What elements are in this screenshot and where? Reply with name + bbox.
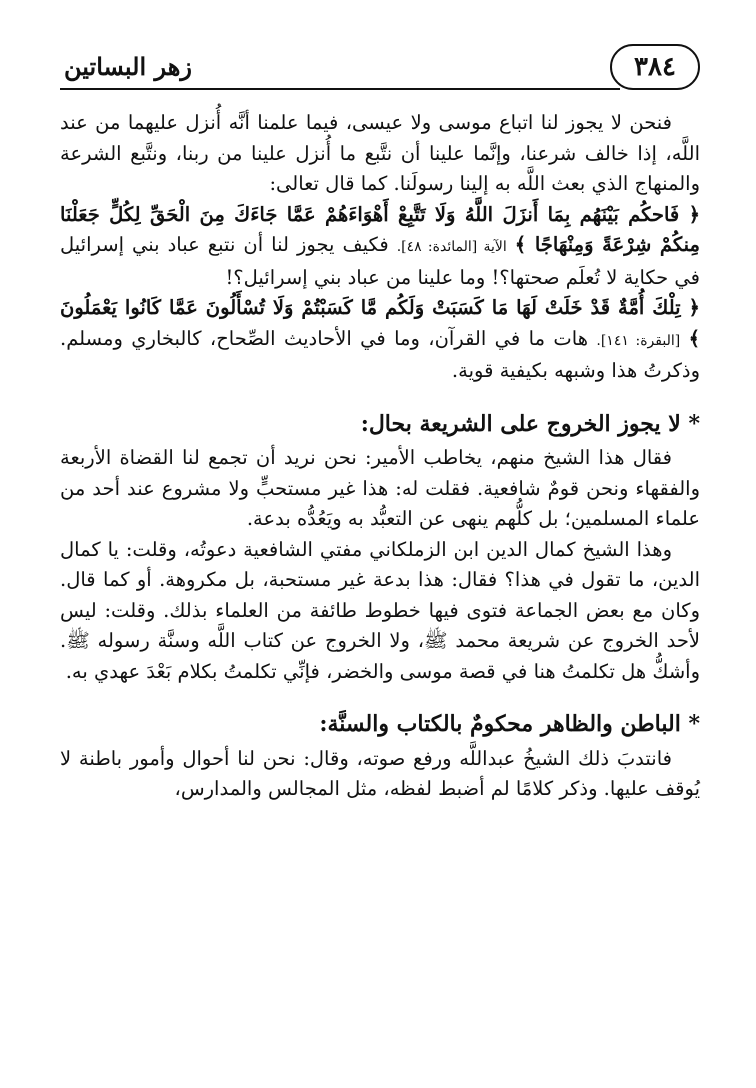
paragraph: وهذا الشيخ كمال الدين ابن الزملكاني مفتي الشافعية دعوتُه، وقلت: يا كمال الدين، ما تقول في هذا؟ فقال: هذا بدعة غير مستحبة، بل مكروهة. أو كما قال. وكان مع بعض الجماعة فتوى فيها خطوط طائفة من العلماء بذلك. وقلت: ليس لأحد الخروج عن شريعة محمد ﷺ، ولا الخروج عن كتاب اللَّه وسنَّة رسوله ﷺ. وأشكُّ هل تكلمتُ هنا في قصة موسى والخضر، فإنِّي تكلمتُ بكلام بَعْدَ عهدي به. xyxy=(60,537,700,683)
quran-block xyxy=(60,293,700,387)
section-heading: * الباطن والظاهر محكومٌ بالكتاب والسنَّة: xyxy=(319,711,700,737)
quran-verse: ﴿ تِلْكَ أُمَّةٌ قَدْ خَلَتْ لَهَا مَا كَسَبَتْ وَلَكُم مَّا كَسَبْتُمْ وَلَا تُسْأَلُونَ عَمَّا كَانُوا يَعْمَلُونَ ﴾ xyxy=(60,296,701,350)
paragraph: فقال هذا الشيخ منهم، يخاطب الأمير: نحن نريد أن تجمع لنا القضاة الأربعة والفقهاء ونحن قومٌ شافعية. فقلت له: هذا غير مستحبٍّ ولا مشروع عند أحد من علماء المسلمين؛ بل كلُّهم ينهى عن التعبُّد به ويَعُدُّه بدعة. xyxy=(60,446,700,530)
header-rule xyxy=(60,88,620,90)
verse-reference: [البقرة: ١٤١]. xyxy=(596,332,681,349)
page-header xyxy=(60,44,700,94)
section-heading: * لا يجوز الخروج على الشريعة بحال: xyxy=(360,410,700,437)
verse-reference: الآية [المائدة: ٤٨]. xyxy=(396,239,507,255)
spacer xyxy=(60,387,700,395)
paragraph-text: فكيف يجوز لنا أن نتبع عباد بني إسرائيل في حكاية لا تُعلَم صحتها؟! وما علينا من عباد بني إسرائيل؟! xyxy=(60,233,700,289)
page-number: ٣٨٤ xyxy=(610,44,700,90)
paragraph: فنحن لا يجوز لنا اتباع موسى ولا عيسى، فيما علمنا أنَّه أُنزل عليهما من عند اللَّه، إذا خالف شرعنا، وإنَّما علينا أن نتَّبع ما أُنزل علينا من ربنا، ونتَّبع الشرعة والمنهاج الذي بعث اللَّه به إلينا رسولَنا. كما قال تعالى: xyxy=(60,111,700,195)
page-body xyxy=(60,108,700,805)
paragraph: فانتدبَ ذلك الشيخُ عبداللَّه ورفع صوته، وقال: نحن لنا أحوال وأمور باطنة لا يُوقف عليها. وذكر كلامًا لم أضبط لفظه، مثل المجالس والمدارس، xyxy=(60,746,700,800)
paragraph-text: هات ما في القرآن، وما في الأحاديث الصِّحاح، كالبخاري ومسلم. وذكرتُ هذا وشبهه بكيفية قوية. xyxy=(60,326,700,382)
quran-verse: ﴿ فَاحكُم بَيْنَهُم بِمَا أَنزَلَ اللَّهُ وَلَا تَتَّبِعْ أَهْوَاءَهُمْ عَمَّا جَاءَكَ مِنَ الْحَقِّ لِكُلٍّ جَعَلْنَا مِنكُمْ شِرْعَةً وَمِنْهَاجًا ﴾ xyxy=(60,202,701,256)
running-title: زهر البساتين xyxy=(64,52,192,81)
quran-block xyxy=(60,200,700,294)
spacer xyxy=(60,687,700,695)
